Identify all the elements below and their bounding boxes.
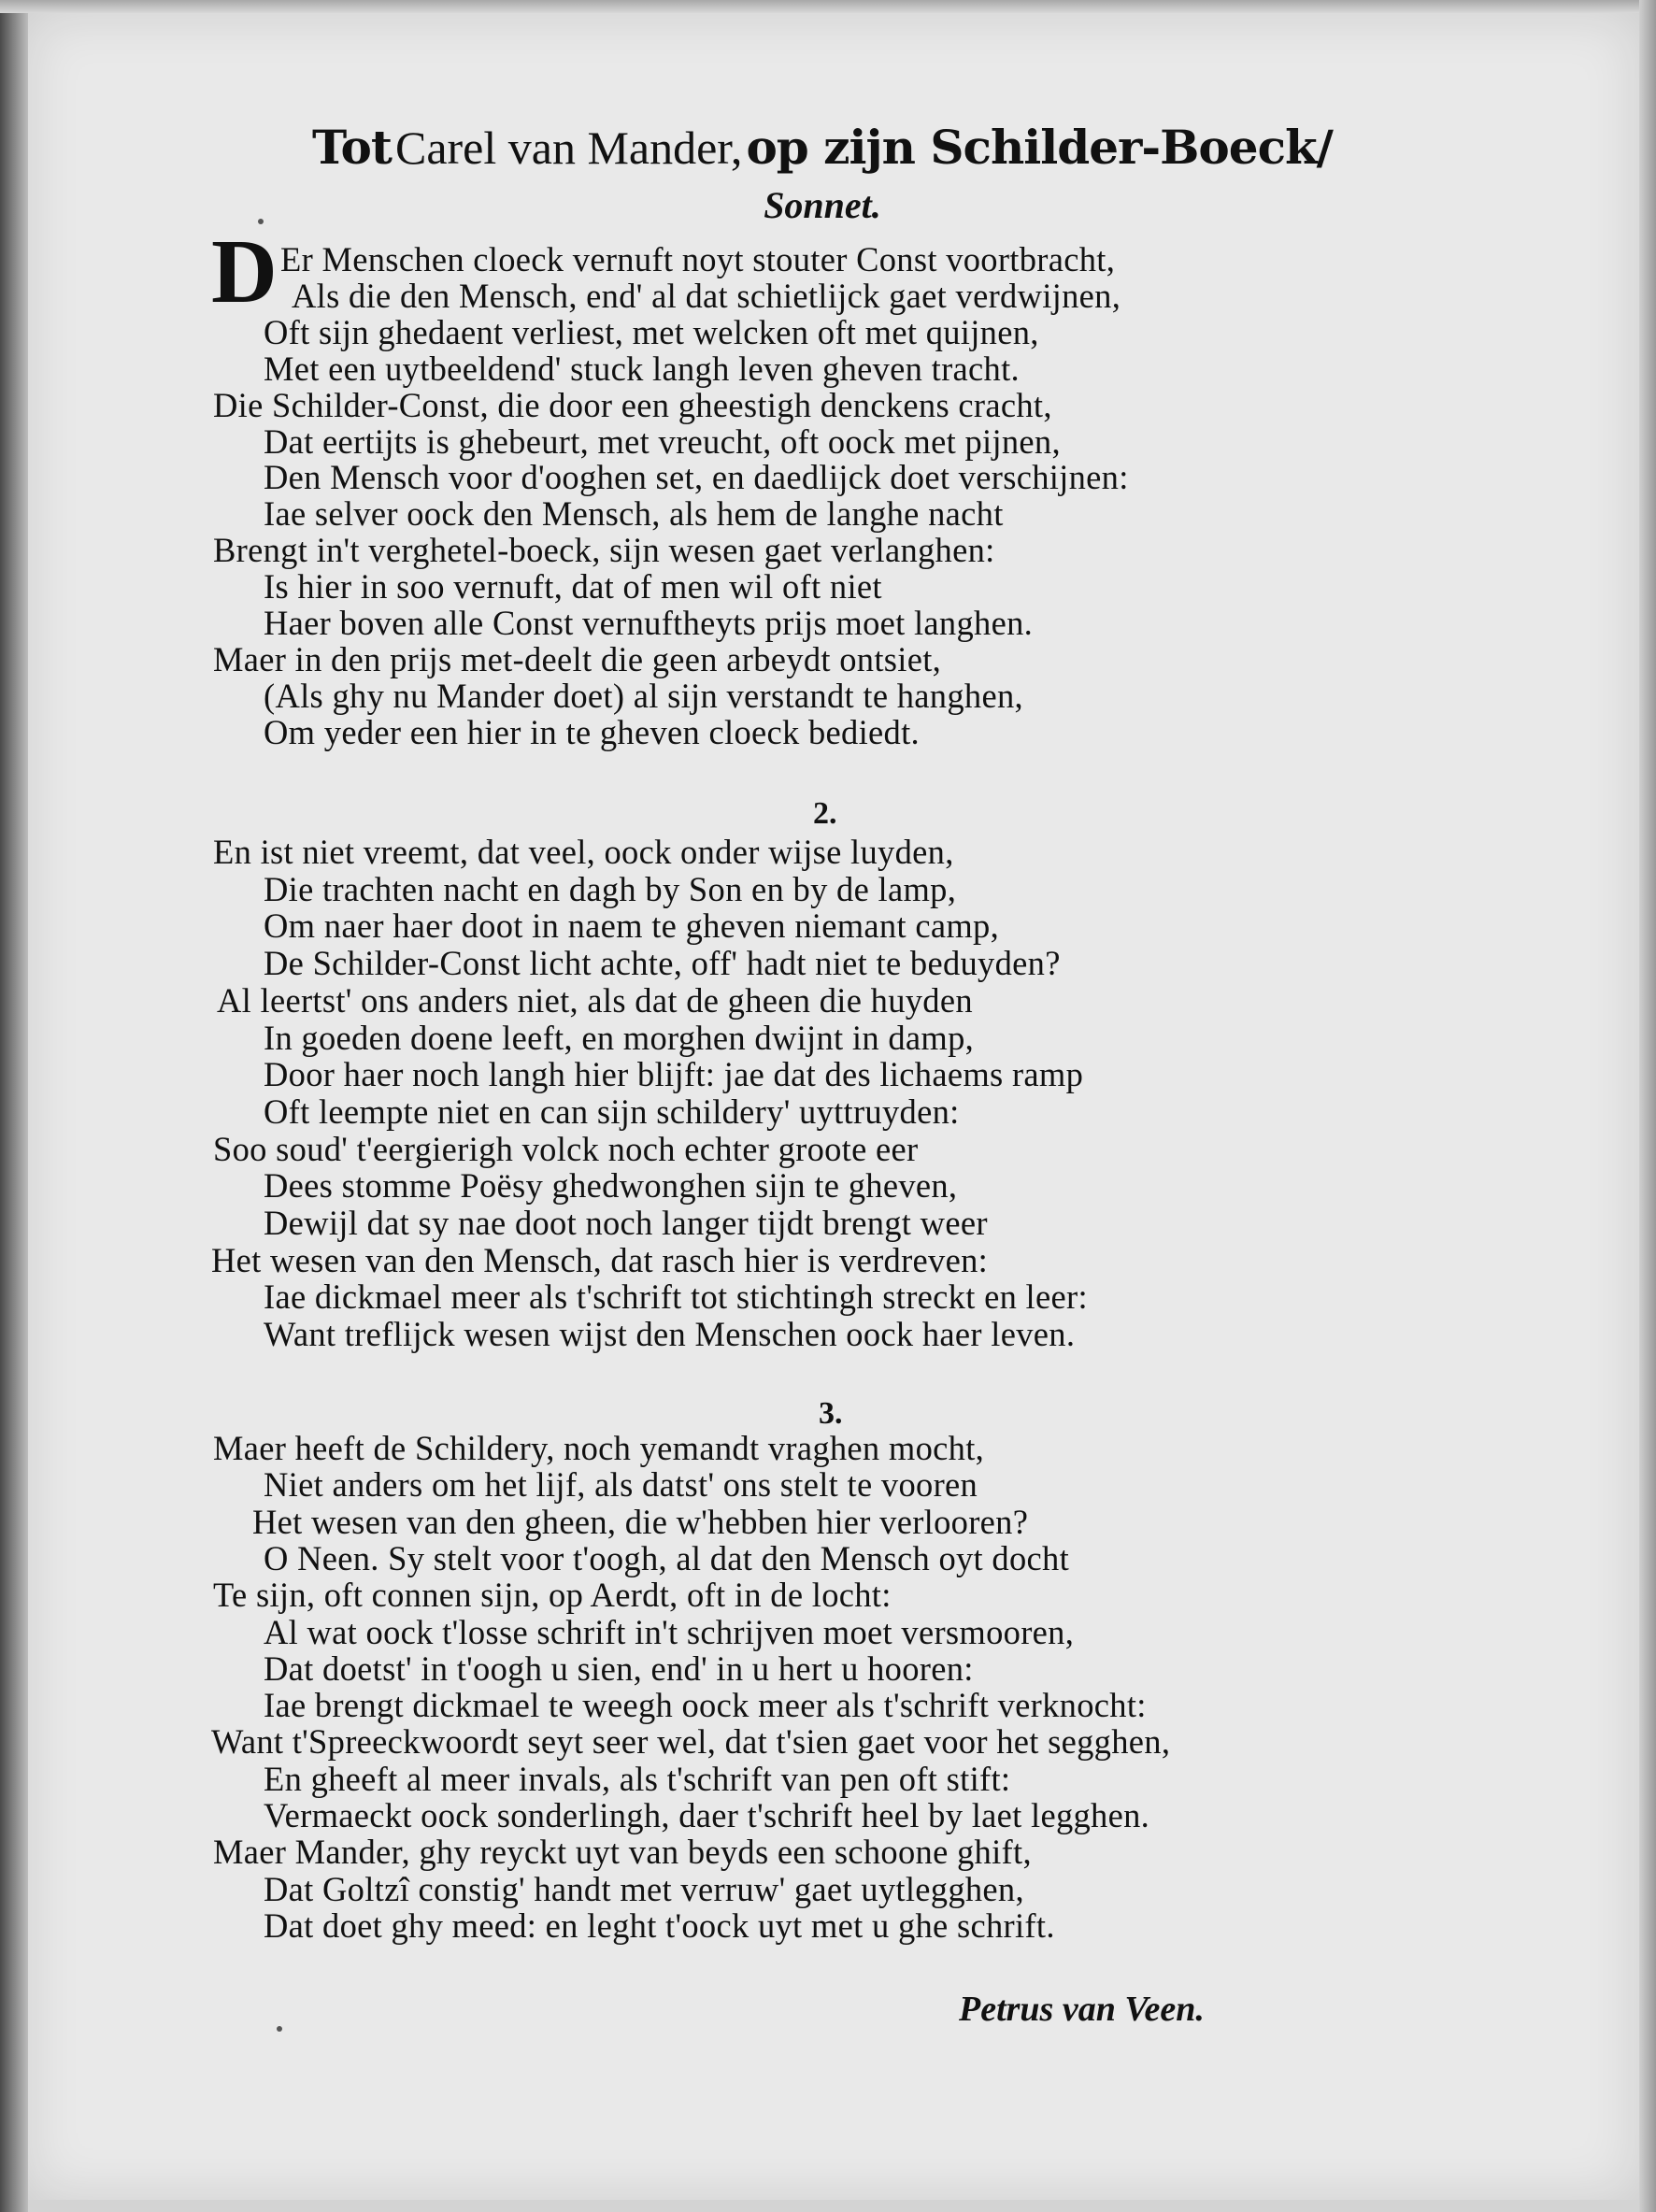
poem-line: Maer in den prijs met-deelt die geen arbeydt ontsiet, — [213, 639, 942, 678]
poem-line: De Schilder-Const licht achte, off' hadt niet te beduyden? — [264, 944, 1061, 983]
poem-line: Al leertst' ons anders niet, als dat de gheen die huyden — [217, 980, 973, 1020]
poem-line: Dewijl dat sy nae doot noch langer tijdt brengt weer — [264, 1204, 988, 1242]
poem-line: Is hier in soo vernuft, dat of men wil oft niet — [264, 567, 882, 607]
poem-line: Oft sijn ghedaent verliest, met welcken oft met quijnen, — [264, 312, 1039, 351]
poem-line: Die trachten nacht en dagh by Son en by de lamp, — [264, 869, 957, 908]
sonnet-number: 2. — [813, 796, 837, 831]
poem-line: Al wat oock t'losse schrift in't schrijven moet versmooren, — [264, 1612, 1075, 1651]
poem-line: Dat Goltzî constig' handt met verruw' gaet uytlegghen, — [264, 1869, 1024, 1908]
poem-line: Om naer haer doot in naem te gheven niemant camp, — [264, 906, 999, 946]
poem-line: Dat eertijts is ghebeurt, met vreucht, oft oock met pijnen, — [264, 421, 1061, 461]
poem-line: Dees stomme Poësy ghedwonghen sijn te gheven, — [264, 1166, 958, 1206]
poem-line: Vermaeckt oock sonderlingh, daer t'schrift heel by laet legghen. — [264, 1796, 1150, 1834]
poem-line: Het wesen van den Mensch, dat rasch hier is verdreven: — [211, 1240, 989, 1279]
poem-line: Brengt in't verghetel-boeck, sijn wesen gaet verlanghen: — [213, 531, 995, 570]
poem-line: Het wesen van den gheen, die w'hebben hier verlooren? — [252, 1502, 1029, 1541]
poem-line: Te sijn, oft connen sijn, op Aerdt, oft in de locht: — [213, 1576, 892, 1615]
heading-part-roman: Carel van Mander, — [394, 121, 743, 174]
poem-line: Die Schilder-Const, die door een gheestigh denckens cracht, — [213, 385, 1052, 424]
drop-cap: D — [211, 221, 278, 322]
poem-line: In goeden doene leeft, en morghen dwijnt in damp, — [264, 1018, 975, 1057]
heading-part-blackletter: op zijn Schilder-Boeck/ — [746, 120, 1333, 175]
poem-line: Want treflijck wesen wijst den Menschen oock haer leven. — [264, 1315, 1076, 1354]
poem-line: Als die den Mensch, end' al dat schietlijck gaet verdwijnen, — [292, 276, 1121, 315]
poem-line: Soo soud' t'eergierigh volck noch echter groote eer — [213, 1129, 919, 1168]
poem-line: O Neen. Sy stelt voor t'oogh, al dat den Mensch oyt docht — [264, 1538, 1070, 1577]
heading-part-blackletter: Tot — [312, 120, 392, 175]
poem-line: En gheeft al meer invals, als t'schrift van pen oft stift: — [264, 1759, 1011, 1798]
poem-line: Iae dickmael meer als t'schrift tot stichtingh streckt en leer: — [264, 1277, 1088, 1317]
poem-line: Iae brengt dickmael te weegh oock meer als t'schrift verknocht: — [264, 1686, 1147, 1725]
poem-line: Met een uytbeeldend' stuck langh leven gheven tracht. — [264, 349, 1020, 388]
poem-line: Want t'Spreeckwoordt seyt seer wel, dat t'sien gaet voor het segghen, — [211, 1722, 1171, 1762]
poem-line: Er Menschen cloeck vernuft noyt stouter Const voortbracht, — [280, 240, 1116, 278]
poem-line: Dat doet ghy meed: en leght t'oock uyt met u ghe schrift. — [264, 1905, 1055, 1945]
poem-line: Om yeder een hier in te gheven cloeck bediedt. — [264, 712, 920, 751]
poem-line: En ist niet vreemt, dat veel, oock onder wijse luyden, — [213, 833, 954, 871]
poem-line: Maer heeft de Schildery, noch yemandt vraghen mocht, — [213, 1429, 985, 1467]
poem-line: Oft leempte niet en can sijn schildery' uyttruyden: — [264, 1092, 960, 1131]
poem-line: Maer Mander, ghy reyckt uyt van beyds een schoone ghift, — [213, 1833, 1032, 1872]
sonnet-number: 3. — [819, 1396, 843, 1431]
poem-line: Den Mensch voor d'ooghen set, en daedlijck doet verschijnen: — [264, 458, 1129, 497]
poem-line: Dat doetst' in t'oogh u sien, end' in u hert u hooren: — [264, 1648, 974, 1688]
poem-line: Haer boven alle Const vernuftheyts prijs moet langhen. — [264, 604, 1034, 642]
poem-subtitle: Sonnet. — [764, 184, 881, 226]
poem-line: Door haer noch langh hier blijft: jae dat des lichaems ramp — [264, 1055, 1084, 1094]
poem-line: Niet anders om het lijf, als datst' ons stelt te vooren — [264, 1465, 978, 1505]
poem-line: (Als ghy nu Mander doet) al sijn verstandt te hanghen, — [264, 676, 1023, 715]
author-signature: Petrus van Veen. — [959, 1990, 1205, 2029]
poem-line: Iae selver oock den Mensch, als hem de langhe nacht — [264, 494, 1004, 534]
